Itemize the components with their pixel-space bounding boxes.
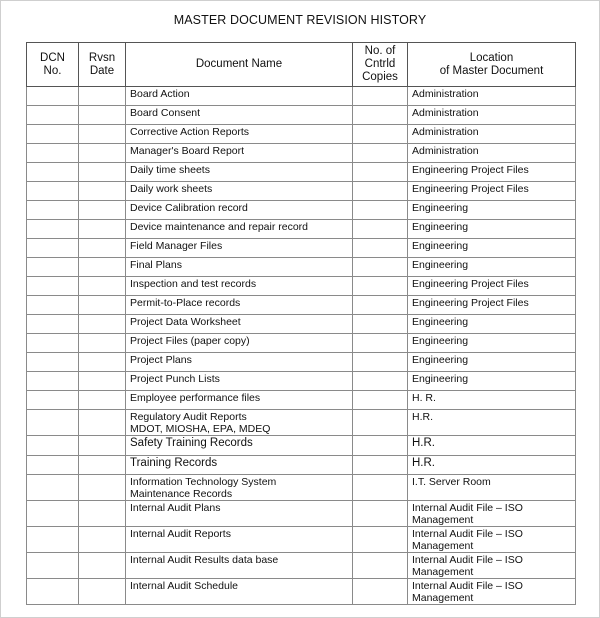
location-cell: Engineering [408,353,576,372]
document-name-cell: Regulatory Audit Reports MDOT, MIOSHA, EPA, MDEQ [126,410,353,436]
document-name-cell: Internal Audit Plans [126,501,353,527]
controlled-copies-cell [353,201,408,220]
revision-date-cell [79,553,126,579]
dcn-cell [27,239,79,258]
location-cell: Administration [408,125,576,144]
revision-date-cell [79,220,126,239]
table-row [27,125,576,144]
revision-date-cell [79,475,126,501]
document-name-cell: Internal Audit Schedule [126,579,353,605]
location-cell: Administration [408,87,576,106]
location-cell: Internal Audit File – ISO Management [408,501,576,527]
revision-date-cell [79,125,126,144]
location-cell: Engineering Project Files [408,163,576,182]
table-row [27,553,576,579]
table-row [27,579,576,605]
dcn-cell [27,334,79,353]
controlled-copies-cell [353,527,408,553]
location-cell: Engineering [408,372,576,391]
location-cell: H.R. [408,436,576,456]
dcn-cell [27,475,79,501]
revision-date-cell [79,501,126,527]
table-row [27,372,576,391]
controlled-copies-cell [353,475,408,501]
location-cell: Administration [408,144,576,163]
dcn-cell [27,220,79,239]
location-cell: Engineering [408,239,576,258]
table-row [27,182,576,201]
revision-date-cell [79,201,126,220]
location-cell: Engineering [408,201,576,220]
revision-date-cell [79,410,126,436]
document-name-cell: Inspection and test records [126,277,353,296]
location-cell: Internal Audit File – ISO Management [408,579,576,605]
table-row [27,201,576,220]
document-name-cell: Employee performance files [126,391,353,410]
controlled-copies-cell [353,277,408,296]
dcn-cell [27,144,79,163]
document-name-cell: Project Files (paper copy) [126,334,353,353]
document-name-cell: Corrective Action Reports [126,125,353,144]
controlled-copies-cell [353,296,408,315]
document-name-cell: Internal Audit Results data base [126,553,353,579]
controlled-copies-cell [353,410,408,436]
dcn-cell [27,258,79,277]
table-row [27,258,576,277]
location-cell: H. R. [408,391,576,410]
header-location: Location of Master Document [408,43,576,87]
revision-date-cell [79,527,126,553]
controlled-copies-cell [353,239,408,258]
dcn-cell [27,106,79,125]
table-row [27,163,576,182]
revision-date-cell [79,353,126,372]
dcn-cell [27,527,79,553]
dcn-cell [27,277,79,296]
revision-date-cell [79,334,126,353]
location-cell: H.R. [408,456,576,475]
header-revision-date: Rvsn Date [79,43,126,87]
table-row [27,239,576,258]
location-cell: Internal Audit File – ISO Management [408,553,576,579]
revision-date-cell [79,182,126,201]
controlled-copies-cell [353,315,408,334]
table-row [27,456,576,475]
table-row [27,87,576,106]
controlled-copies-cell [353,125,408,144]
revision-date-cell [79,106,126,125]
document-name-cell: Daily time sheets [126,163,353,182]
document-name-cell: Project Data Worksheet [126,315,353,334]
controlled-copies-cell [353,106,408,125]
location-cell: Engineering Project Files [408,182,576,201]
location-cell: Engineering Project Files [408,296,576,315]
revision-date-cell [79,436,126,456]
location-cell: Engineering [408,258,576,277]
dcn-cell [27,182,79,201]
document-name-cell: Project Plans [126,353,353,372]
document-name-cell: Safety Training Records [126,436,353,456]
document-name-cell: Field Manager Files [126,239,353,258]
dcn-cell [27,372,79,391]
location-cell: Engineering [408,334,576,353]
controlled-copies-cell [353,436,408,456]
dcn-cell [27,296,79,315]
revision-date-cell [79,579,126,605]
revision-date-cell [79,239,126,258]
location-cell: H.R. [408,410,576,436]
dcn-cell [27,410,79,436]
table-row [27,334,576,353]
revision-date-cell [79,258,126,277]
controlled-copies-cell [353,144,408,163]
controlled-copies-cell [353,163,408,182]
location-cell: I.T. Server Room [408,475,576,501]
dcn-cell [27,391,79,410]
controlled-copies-cell [353,501,408,527]
revision-date-cell [79,456,126,475]
location-cell: Engineering [408,315,576,334]
location-cell: Engineering Project Files [408,277,576,296]
header-dcn-no: DCN No. [27,43,79,87]
controlled-copies-cell [353,391,408,410]
controlled-copies-cell [353,334,408,353]
document-name-cell: Device Calibration record [126,201,353,220]
revision-date-cell [79,296,126,315]
table-row [27,501,576,527]
revision-date-cell [79,163,126,182]
document-name-cell: Information Technology System Maintenance Records [126,475,353,501]
dcn-cell [27,201,79,220]
table-body [27,87,576,605]
dcn-cell [27,501,79,527]
document-name-cell: Board Action [126,87,353,106]
document-title: MASTER DOCUMENT REVISION HISTORY [173,13,427,27]
table-row [27,436,576,456]
revision-date-cell [79,277,126,296]
controlled-copies-cell [353,456,408,475]
dcn-cell [27,579,79,605]
controlled-copies-cell [353,258,408,277]
header-document-name: Document Name [126,43,353,87]
document-name-cell: Internal Audit Reports [126,527,353,553]
controlled-copies-cell [353,353,408,372]
document-name-cell: Project Punch Lists [126,372,353,391]
header-controlled-copies: No. of Cntrld Copies [353,43,408,87]
revision-date-cell [79,315,126,334]
table-row [27,277,576,296]
table-row [27,527,576,553]
table-row [27,220,576,239]
revision-date-cell [79,391,126,410]
dcn-cell [27,456,79,475]
table-header-row [27,43,576,87]
table-row [27,391,576,410]
dcn-cell [27,163,79,182]
table-row [27,315,576,334]
table-row [27,144,576,163]
controlled-copies-cell [353,579,408,605]
dcn-cell [27,87,79,106]
table-row [27,475,576,501]
document-name-cell: Device maintenance and repair record [126,220,353,239]
table-row [27,410,576,436]
dcn-cell [27,125,79,144]
table-row [27,106,576,125]
revision-date-cell [79,144,126,163]
controlled-copies-cell [353,372,408,391]
document-name-cell: Board Consent [126,106,353,125]
table-row [27,353,576,372]
controlled-copies-cell [353,87,408,106]
location-cell: Internal Audit File – ISO Management [408,527,576,553]
table-row [27,296,576,315]
revision-date-cell [79,372,126,391]
controlled-copies-cell [353,182,408,201]
controlled-copies-cell [353,553,408,579]
location-cell: Engineering [408,220,576,239]
dcn-cell [27,553,79,579]
document-name-cell: Daily work sheets [126,182,353,201]
controlled-copies-cell [353,220,408,239]
dcn-cell [27,436,79,456]
document-name-cell: Training Records [126,456,353,475]
document-name-cell: Final Plans [126,258,353,277]
dcn-cell [27,315,79,334]
revision-date-cell [79,87,126,106]
document-name-cell: Manager's Board Report [126,144,353,163]
document-name-cell: Permit-to-Place records [126,296,353,315]
location-cell: Administration [408,106,576,125]
dcn-cell [27,353,79,372]
revision-history-table [26,42,576,605]
